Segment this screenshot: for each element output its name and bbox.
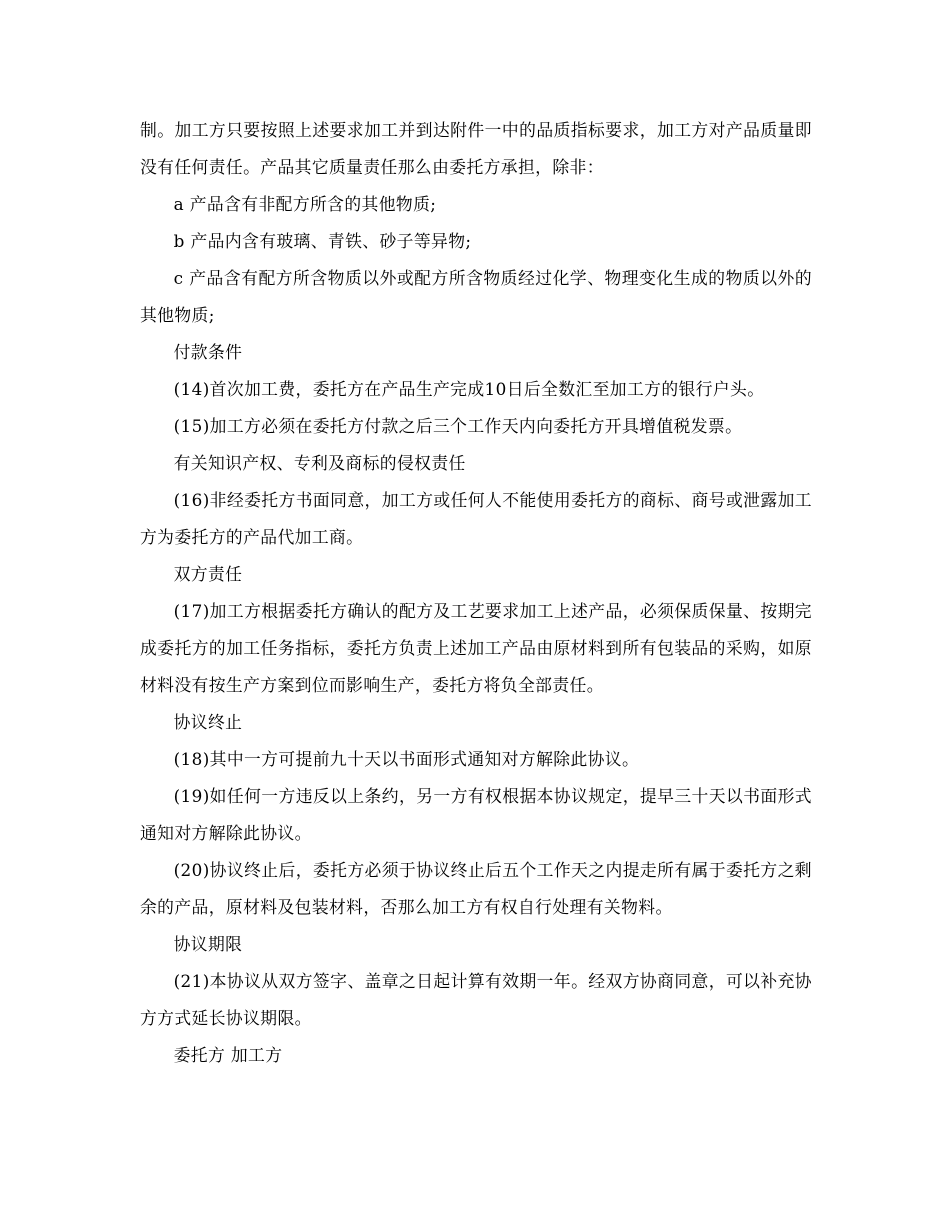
clause-14: (14)首次加工费，委托方在产品生产完成10日后全数汇至加工方的银行户头。 [173,379,765,399]
section-heading-ip: 有关知识产权、专利及商标的侵权责任 [173,453,466,473]
exception-item-b: b 产品内含有玻璃、青铁、砂子等异物; [173,231,472,251]
document-body [140,112,812,1074]
clause-20: (20)协议终止后，委托方必须于协议终止后五个工作天之内提走所有属于委托方之剩余的产品，原材料及包装材料，否那么加工方有权自行处理有关物料。 [140,860,812,917]
exception-item-a: a 产品含有非配方所含的其他物质; [173,194,437,214]
clause-21: (21)本协议从双方签字、盖章之日起计算有效期一年。经双方协商同意，可以补充协方方式延长协议期限。 [140,971,812,1028]
section-heading-termination: 协议终止 [173,712,243,732]
paragraph-continuation: 制。加工方只要按照上述要求加工并到达附件一中的品质指标要求，加工方对产品质量即没有任何责任。产品其它质量责任那么由委托方承担，除非： [140,120,812,177]
signature-parties: 委托方 加工方 [173,1045,283,1065]
section-heading-responsibilities: 双方责任 [173,564,243,584]
exception-item-c: c 产品含有配方所含物质以外或配方所含物质经过化学、物理变化生成的物质以外的其他物质; [140,268,812,325]
clause-15: (15)加工方必须在委托方付款之后三个工作天内向委托方开具增值税发票。 [173,416,743,436]
clause-17: (17)加工方根据委托方确认的配方及工艺要求加工上述产品，必须保质保量、按期完成委托方的加工任务指标，委托方负责上述加工产品由原材料到所有包装品的采购，如原材料没有按生产方案到位而影响生产，委托方将负全部责任。 [140,601,812,695]
clause-18: (18)其中一方可提前九十天以书面形式通知对方解除此协议。 [173,749,640,769]
clause-19: (19)如任何一方违反以上条约，另一方有权根据本协议规定，提早三十天以书面形式通知对方解除此协议。 [140,786,812,843]
section-heading-payment: 付款条件 [173,342,243,362]
section-heading-term: 协议期限 [173,934,243,954]
clause-16: (16)非经委托方书面同意，加工方或任何人不能使用委托方的商标、商号或泄露加工方为委托方的产品代加工商。 [140,490,812,547]
